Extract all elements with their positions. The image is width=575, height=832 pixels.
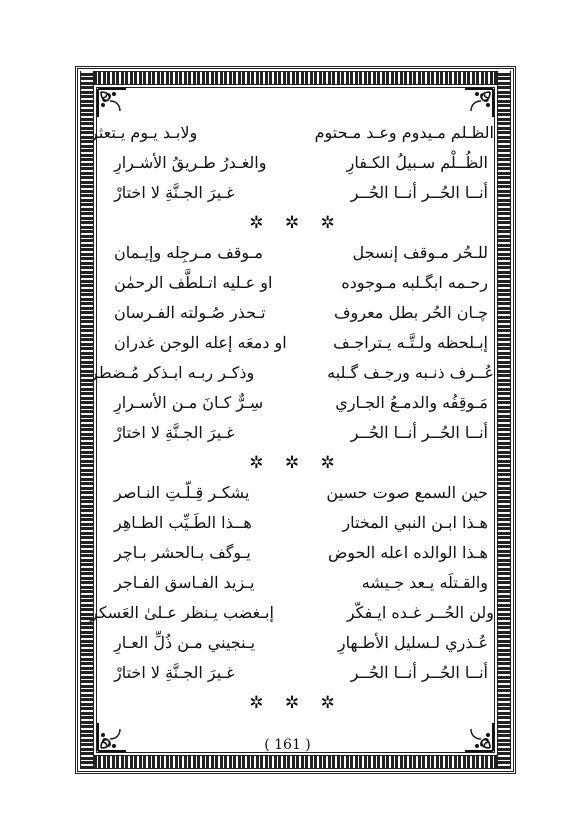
verse-second-hemistich: او عـليه اتـلطَّف الرحمٰن <box>114 273 273 292</box>
stanza-separator: ✲ ✲ ✲ <box>249 213 343 233</box>
verse-second-hemistich: سِـرٌّ كـانَ مـن الأسـرارِ <box>114 393 264 412</box>
verse-second-hemistich: تـحذر صُـولته الفـرسان <box>114 303 266 322</box>
verse-line <box>90 118 496 148</box>
verse-line <box>96 148 496 178</box>
verse-line <box>96 238 496 268</box>
verse-second-hemistich: غـيرَ الجـنَّةِ لا اختارْ <box>114 663 235 682</box>
verse-first-hemistich: رحـمه ابگـلبه مـوجوده <box>341 273 488 292</box>
verse-second-hemistich: يـنجيني مـن ذُلِّ العـارِ <box>114 633 256 652</box>
verse-second-hemistich: يشكـر قِـلّـتِ النـاصر <box>114 483 250 502</box>
verse-line <box>96 568 496 598</box>
border-chain-right <box>497 71 511 769</box>
verse-line <box>90 598 496 628</box>
verse-first-hemistich: عُـذري لـسليل الأطـهارِ <box>337 633 488 652</box>
verse-first-hemistich: أنــا الحُــر أنــا الحُــر <box>350 183 488 202</box>
page-number: ( 161 ) <box>264 737 311 753</box>
verse-line <box>96 418 496 448</box>
verse-first-hemistich: الظـلم مـيدوم وعـد مـحتوم <box>314 123 494 142</box>
verse-line <box>96 268 496 298</box>
verse-second-hemistich: مـوقف مـرجِله وإيـمان <box>114 243 263 262</box>
verse-second-hemistich: يـزيد الفـاسق الفـاجر <box>114 573 255 592</box>
verse-second-hemistich: وذكـر ربـه ابـذكر مُـضطر <box>90 363 255 382</box>
verse-line <box>96 508 496 538</box>
verse-line <box>96 178 496 208</box>
stanza-separator: ✲ ✲ ✲ <box>249 693 343 713</box>
verse-first-hemistich: أنــا الحُــر أنــا الحُــر <box>350 663 488 682</box>
verse-second-hemistich: ولابـد يـوم يـتعثر <box>90 123 198 142</box>
verse-line <box>96 298 496 328</box>
verse-first-hemistich: والقـتلَه يـعد جـيشه <box>361 573 488 592</box>
verse-first-hemistich: مَـوقِفُه والدمـعُ الجـاري <box>335 393 488 412</box>
verse-first-hemistich: عُــرف ذنـبه ورجـف گـلبه <box>327 363 494 382</box>
verse-second-hemistich: يـوگف بـالحشر بـاچر <box>114 543 251 562</box>
verse-second-hemistich: هــذا الطَـيِّب الطـاهِر <box>114 513 252 532</box>
verse-line <box>96 628 496 658</box>
stanza-separator: ✲ ✲ ✲ <box>249 453 343 473</box>
verse-first-hemistich: هـذا الوالده اعله الحوض <box>327 543 488 562</box>
border-chain-bottom <box>80 755 511 769</box>
verse-first-hemistich: حين السمع صوت حسين <box>326 483 488 502</box>
verse-second-hemistich: غـيرَ الجـنَّةِ لا اختارْ <box>114 183 235 202</box>
verse-line <box>96 658 496 688</box>
verse-line <box>96 388 496 418</box>
verse-first-hemistich: للـحُر مـوقف إنسجل <box>352 243 488 262</box>
verse-second-hemistich: إبـغضب يـنظر عـلىٰ العَسكر <box>90 603 274 622</box>
verse-first-hemistich: ولن الحُــر غـده ايـفكّر <box>346 603 494 622</box>
corner-ornament-top-left <box>96 87 130 121</box>
verse-line <box>96 328 496 358</box>
verse-first-hemistich: أنــا الحُــر أنــا الحُــر <box>350 423 488 442</box>
corner-ornament-top-right <box>461 87 495 121</box>
verse-second-hemistich: غـيرَ الجـنَّةِ لا اختارْ <box>114 423 235 442</box>
border-chain-left <box>80 71 94 769</box>
verse-second-hemistich: والغـدرُ طـريقُ الأشـرارِ <box>114 153 267 172</box>
verse-first-hemistich: چـان الحُر بطل معروف <box>333 303 488 322</box>
border-chain-top <box>80 71 511 85</box>
verse-line <box>96 478 496 508</box>
poem-body <box>90 118 496 718</box>
verse-line <box>96 538 496 568</box>
verse-first-hemistich: إبـلحظه ولـتَّـه يـتراجـف <box>333 333 488 352</box>
verse-first-hemistich: الظُــلْم سـبيلُ الكـفارِ <box>346 153 488 172</box>
verse-first-hemistich: هـذا ابـن النبي المختار <box>342 513 488 532</box>
verse-line <box>90 358 496 388</box>
verse-second-hemistich: او دمعَه إعله الوجن غدران <box>114 333 287 352</box>
